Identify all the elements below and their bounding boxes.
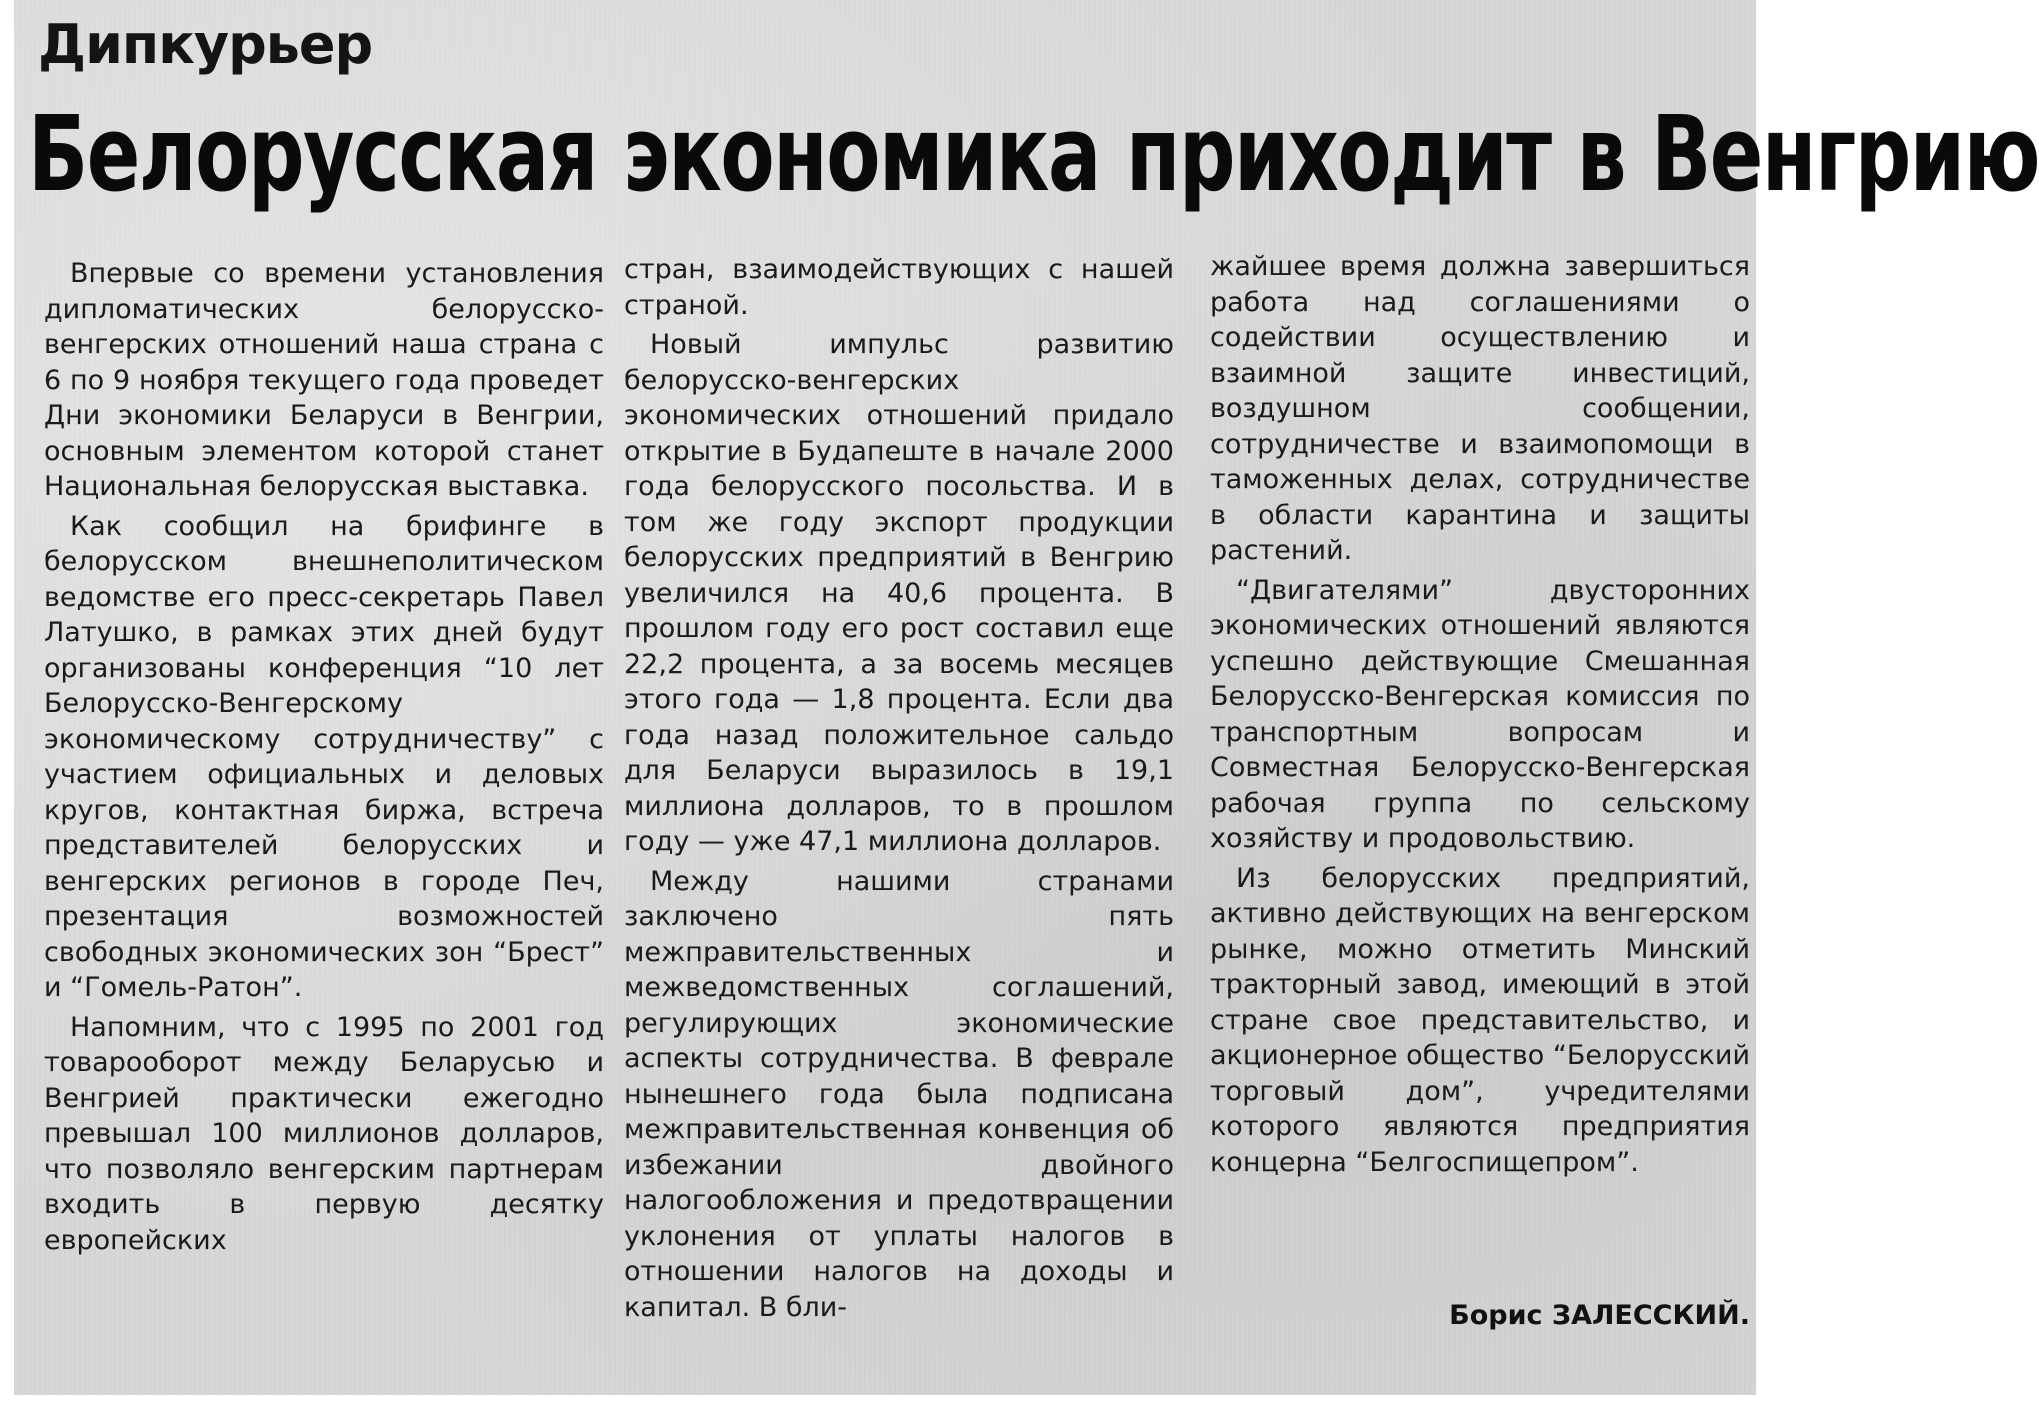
rubric-label: Дипкурьер — [38, 13, 373, 76]
paragraph: Из белорусских предприятий, активно действующих на венгерском рынке, можно отметить Минский тракторный завод, имеющий в этой стране свое представительство, и акционерное общество “Белорусский торговый дом”, учредителями которого являются предприятия концерна “Белгоспищепром”. — [1210, 862, 1750, 1178]
paragraph: Как сообщил на брифинге в белорусском внешнеполитическом ведомстве его пресс-секретарь Павел Латушко, в рамках этих дней будут организованы конференция “10 лет Белорусско-Венгерскому экономическому сотрудничеству” с участием официальных и деловых кругов, контактная биржа, встреча представителей белорусских и венгерских регионов в городе Печ, презентация возможностей свободных экономических зон “Брест” и “Гомель-Ратон”. — [44, 510, 604, 1003]
paragraph: Между нашими странами заключено пять межправительственных и межведомственных соглашений, регулирующих экономические аспекты сотрудничества. В феврале нынешнего года была подписана межправительственная конвенция об избежании двойного налогообложения и предотвращении уклонения от уплаты налогов в отношении налогов на доходы и капитал. В бли- — [624, 865, 1174, 1323]
paragraph: Впервые со времени установления дипломатических белорусско-венгерских отношений наша страна с 6 по 9 ноября текущего года проведет Дни экономики Беларуси в Венгрии, основным элементом которой станет Национальная белорусская выставка. — [44, 258, 604, 502]
paragraph: Напомним, что с 1995 по 2001 год товарооборот между Беларусью и Венгрией практически ежегодно превышал 100 миллионов долларов, что позволяло венгерским партнерам входить в первую десятку европейских — [44, 1011, 604, 1256]
article-column-2 — [624, 252, 1174, 1325]
article-column-1 — [44, 256, 604, 1258]
paragraph: жайшее время должна завершиться работа над соглашениями о содействии осуществлению и взаимной защите инвестиций, воздушном сообщении, сотрудничестве и взаимопомощи в таможенных делах, сотрудничестве в области карантина и защиты растений. — [1210, 251, 1750, 566]
paragraph: Новый импульс развитию белорусско-венгерских экономических отношений придало открытие в Будапеште в начале 2000 года белорусского посольства. И в том же году экспорт продукции белорусских предприятий в Венгрию увеличился на 40,6 процента. В прошлом году его рост составил еще 22,2 процента, а за восемь месяцев этого года — 1,8 процента. Если два года назад положительное сальдо для Беларуси выразилось в 19,1 миллиона долларов, то в прошлом году — уже 47,1 миллиона долларов. — [624, 329, 1174, 857]
paragraph: “Двигателями” двусторонних экономических отношений являются успешно действующие Смешанная Белорусско-Венгерская комиссия по транспортным вопросам и Совместная Белорусско-Венгерская рабочая группа по сельскому хозяйству и продовольствию. — [1210, 574, 1750, 854]
paragraph: стран, взаимодействующих с нашей страной. — [624, 254, 1174, 321]
newspaper-clipping — [14, 0, 2039, 1395]
article-column-3 — [1210, 249, 1750, 1180]
article-headline: Белорусская экономика приходит в Венгрию — [28, 93, 2039, 215]
author-signature: Борис ЗАЛЕССКИЙ. — [1449, 1300, 1750, 1331]
